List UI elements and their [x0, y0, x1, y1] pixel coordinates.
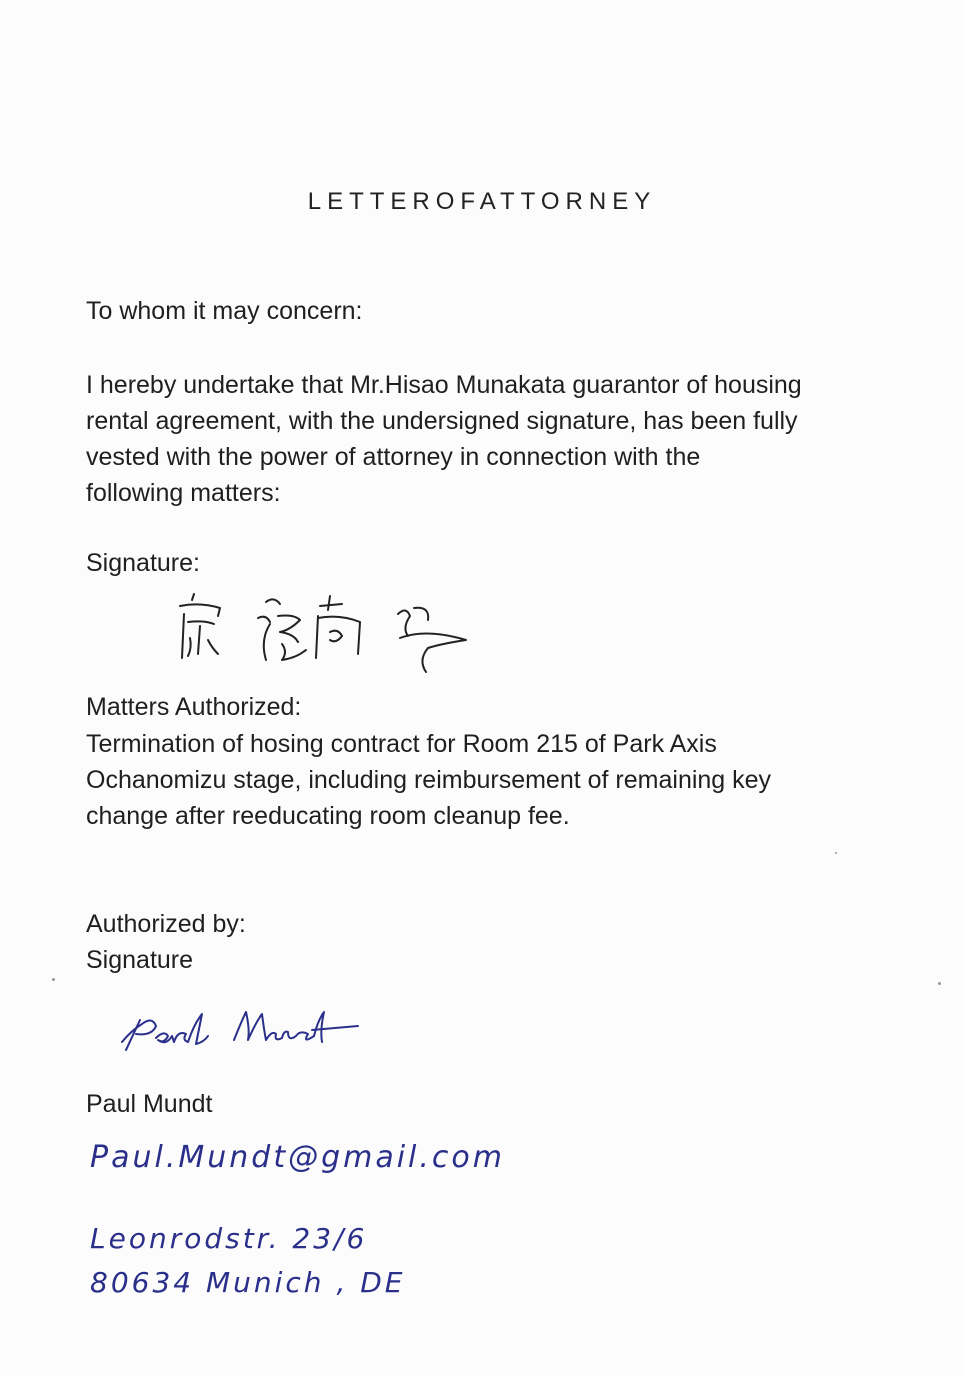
japanese-handwritten-signature: [170, 588, 480, 678]
signature-caption: Signature: [86, 946, 194, 974]
document-title: LETTEROFATTORNEY: [307, 188, 657, 215]
handwritten-address-line-1: Leonrodstr. 23/6: [90, 1222, 368, 1255]
handwritten-signature-paul-mundt: [112, 1000, 362, 1060]
paper-speck: [938, 982, 941, 985]
paper-speck: [835, 852, 837, 854]
authorized-by-label: Authorized by:: [86, 910, 246, 938]
handwritten-email: Paul.Mundt@gmail.com: [90, 1140, 506, 1175]
matters-line: change after reeducating room cleanup fee.: [86, 802, 570, 830]
printed-name: Paul Mundt: [86, 1090, 213, 1118]
body-paragraph: [86, 367, 906, 511]
body-line: I hereby undertake that Mr.Hisao Munakata guarantor of housing: [86, 371, 802, 399]
body-line: vested with the power of attorney in connection with the: [86, 443, 701, 471]
paper-speck: [52, 978, 55, 981]
matters-authorized-heading: Matters Authorized:: [86, 693, 302, 721]
handwritten-address-line-2: 80634 Munich , DE: [90, 1266, 406, 1299]
body-line: rental agreement, with the undersigned signature, has been fully: [86, 407, 798, 435]
matters-authorized-text: [86, 726, 906, 834]
matters-line: Termination of hosing contract for Room 215 of Park Axis: [86, 730, 717, 758]
body-line: following matters:: [86, 479, 281, 507]
salutation: To whom it may concern:: [86, 297, 363, 325]
matters-line: Ochanomizu stage, including reimbursement of remaining key: [86, 766, 772, 794]
signature-label: Signature:: [86, 549, 200, 577]
